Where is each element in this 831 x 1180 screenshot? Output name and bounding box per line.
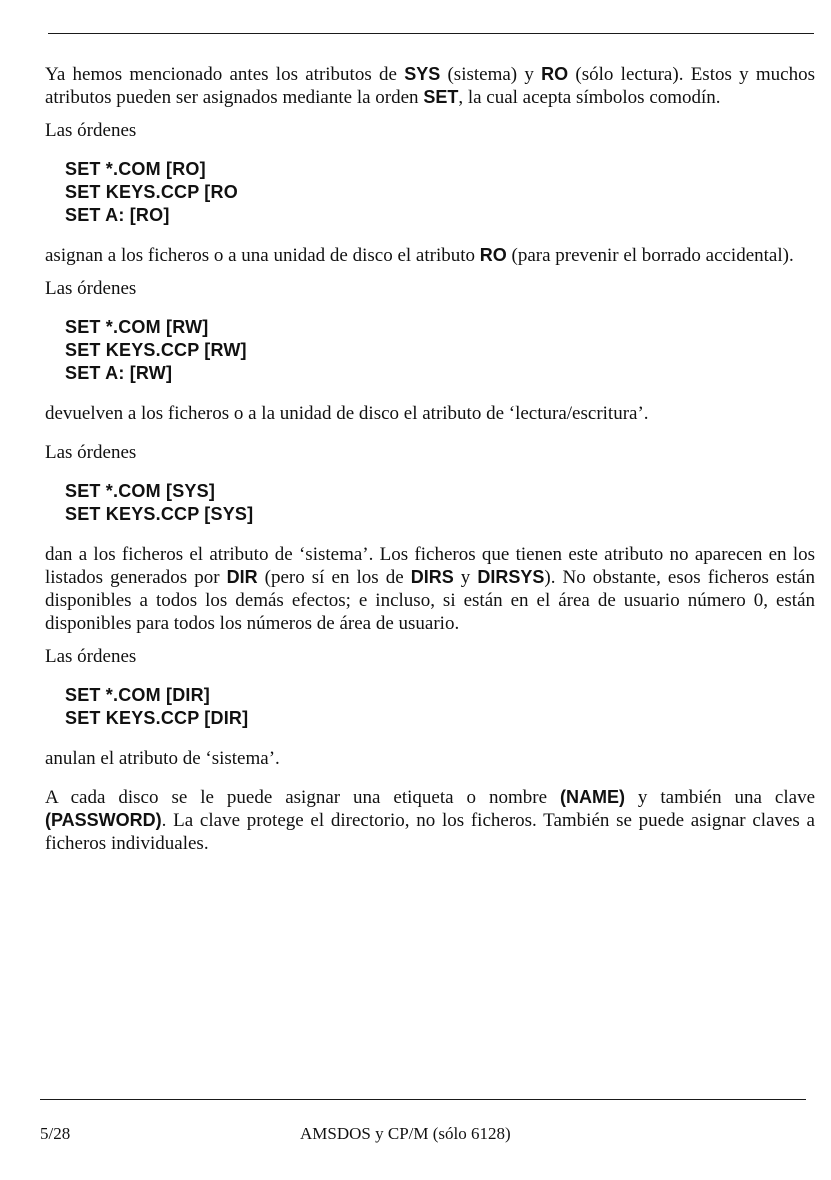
footer-rule — [40, 1099, 806, 1100]
page-number: 5/28 — [40, 1124, 71, 1143]
command-line: SET KEYS.CCP [DIR] — [65, 708, 249, 728]
command-line: SET KEYS.CCP [RO — [65, 182, 238, 202]
keyword-dirs: DIRS — [410, 567, 454, 587]
paragraph-ro-explanation — [45, 244, 815, 267]
text-run: Ya hemos mencionado antes los atributos de — [45, 64, 405, 85]
command-line: SET KEYS.CCP [RW] — [65, 340, 247, 360]
text-run: (para prevenir el borrado accidental). — [506, 245, 794, 266]
text-run: ). No obstante, esos ficheros están disponibles a todos los demás efectos; e incluso, si están en el área de usuario número 0, están disponibles para todos los números de área de usuario. — [45, 567, 815, 634]
paragraph-name-password — [45, 786, 815, 855]
paragraph-sys-explanation — [45, 543, 815, 635]
keyword-sys: SYS — [404, 64, 441, 84]
command-line: SET A: [RO] — [65, 205, 170, 225]
command-line: SET *.COM [RO] — [65, 159, 206, 179]
paragraph-attributes-intro — [45, 63, 815, 109]
orders-label: Las órdenes — [45, 278, 137, 299]
text-run: , la cual acepta símbolos comodín. — [458, 87, 721, 108]
page-content — [45, 63, 815, 865]
orders-label: Las órdenes — [45, 646, 137, 667]
paragraph-rw-explanation: devuelven a los ficheros o a la unidad de disco el atributo de ‘lectura/escritura’. — [45, 403, 649, 424]
text-run: A cada disco se le puede asignar una etiqueta o nombre — [45, 787, 560, 808]
text-run: y — [453, 567, 478, 588]
text-run: asignan a los ficheros o a una unidad de disco el atributo — [45, 245, 480, 266]
text-run: . La clave protege el directorio, no los ficheros. También se puede asignar claves a ficheros individuales. — [45, 810, 815, 854]
keyword-password: (PASSWORD) — [45, 810, 162, 830]
text-run: y también una clave — [624, 787, 815, 808]
keyword-ro: RO — [541, 64, 569, 84]
paragraph-dir-explanation: anulan el atributo de ‘sistema’. — [45, 748, 280, 769]
keyword-dirsys: DIRSYS — [477, 567, 545, 587]
command-line: SET KEYS.CCP [SYS] — [65, 504, 254, 524]
keyword-ro: RO — [479, 245, 507, 265]
command-block-sys — [65, 480, 815, 526]
footer-title: AMSDOS y CP/M (sólo 6128) — [300, 1124, 511, 1143]
command-line: SET *.COM [SYS] — [65, 481, 216, 501]
text-run: (sistema) y — [440, 64, 542, 85]
command-line: SET A: [RW] — [65, 363, 173, 383]
text-run: (pero sí en los de — [257, 567, 411, 588]
command-block-ro — [65, 158, 815, 227]
command-line: SET *.COM [DIR] — [65, 685, 210, 705]
command-block-rw — [65, 316, 815, 385]
text-run: dan a los ficheros el atributo de ‘sistema’. Los ficheros que tienen este atributo no aparecen en los listados generados por — [45, 544, 815, 588]
orders-label: Las órdenes — [45, 442, 137, 463]
keyword-set: SET — [423, 87, 459, 107]
keyword-dir: DIR — [226, 567, 258, 587]
header-rule — [48, 33, 814, 34]
orders-label: Las órdenes — [45, 120, 137, 141]
command-line: SET *.COM [RW] — [65, 317, 209, 337]
command-block-dir — [65, 684, 815, 730]
keyword-name: (NAME) — [559, 787, 625, 807]
text-run: (sólo lectura). Estos y muchos atributos pueden ser asignados mediante la orden — [45, 64, 815, 108]
